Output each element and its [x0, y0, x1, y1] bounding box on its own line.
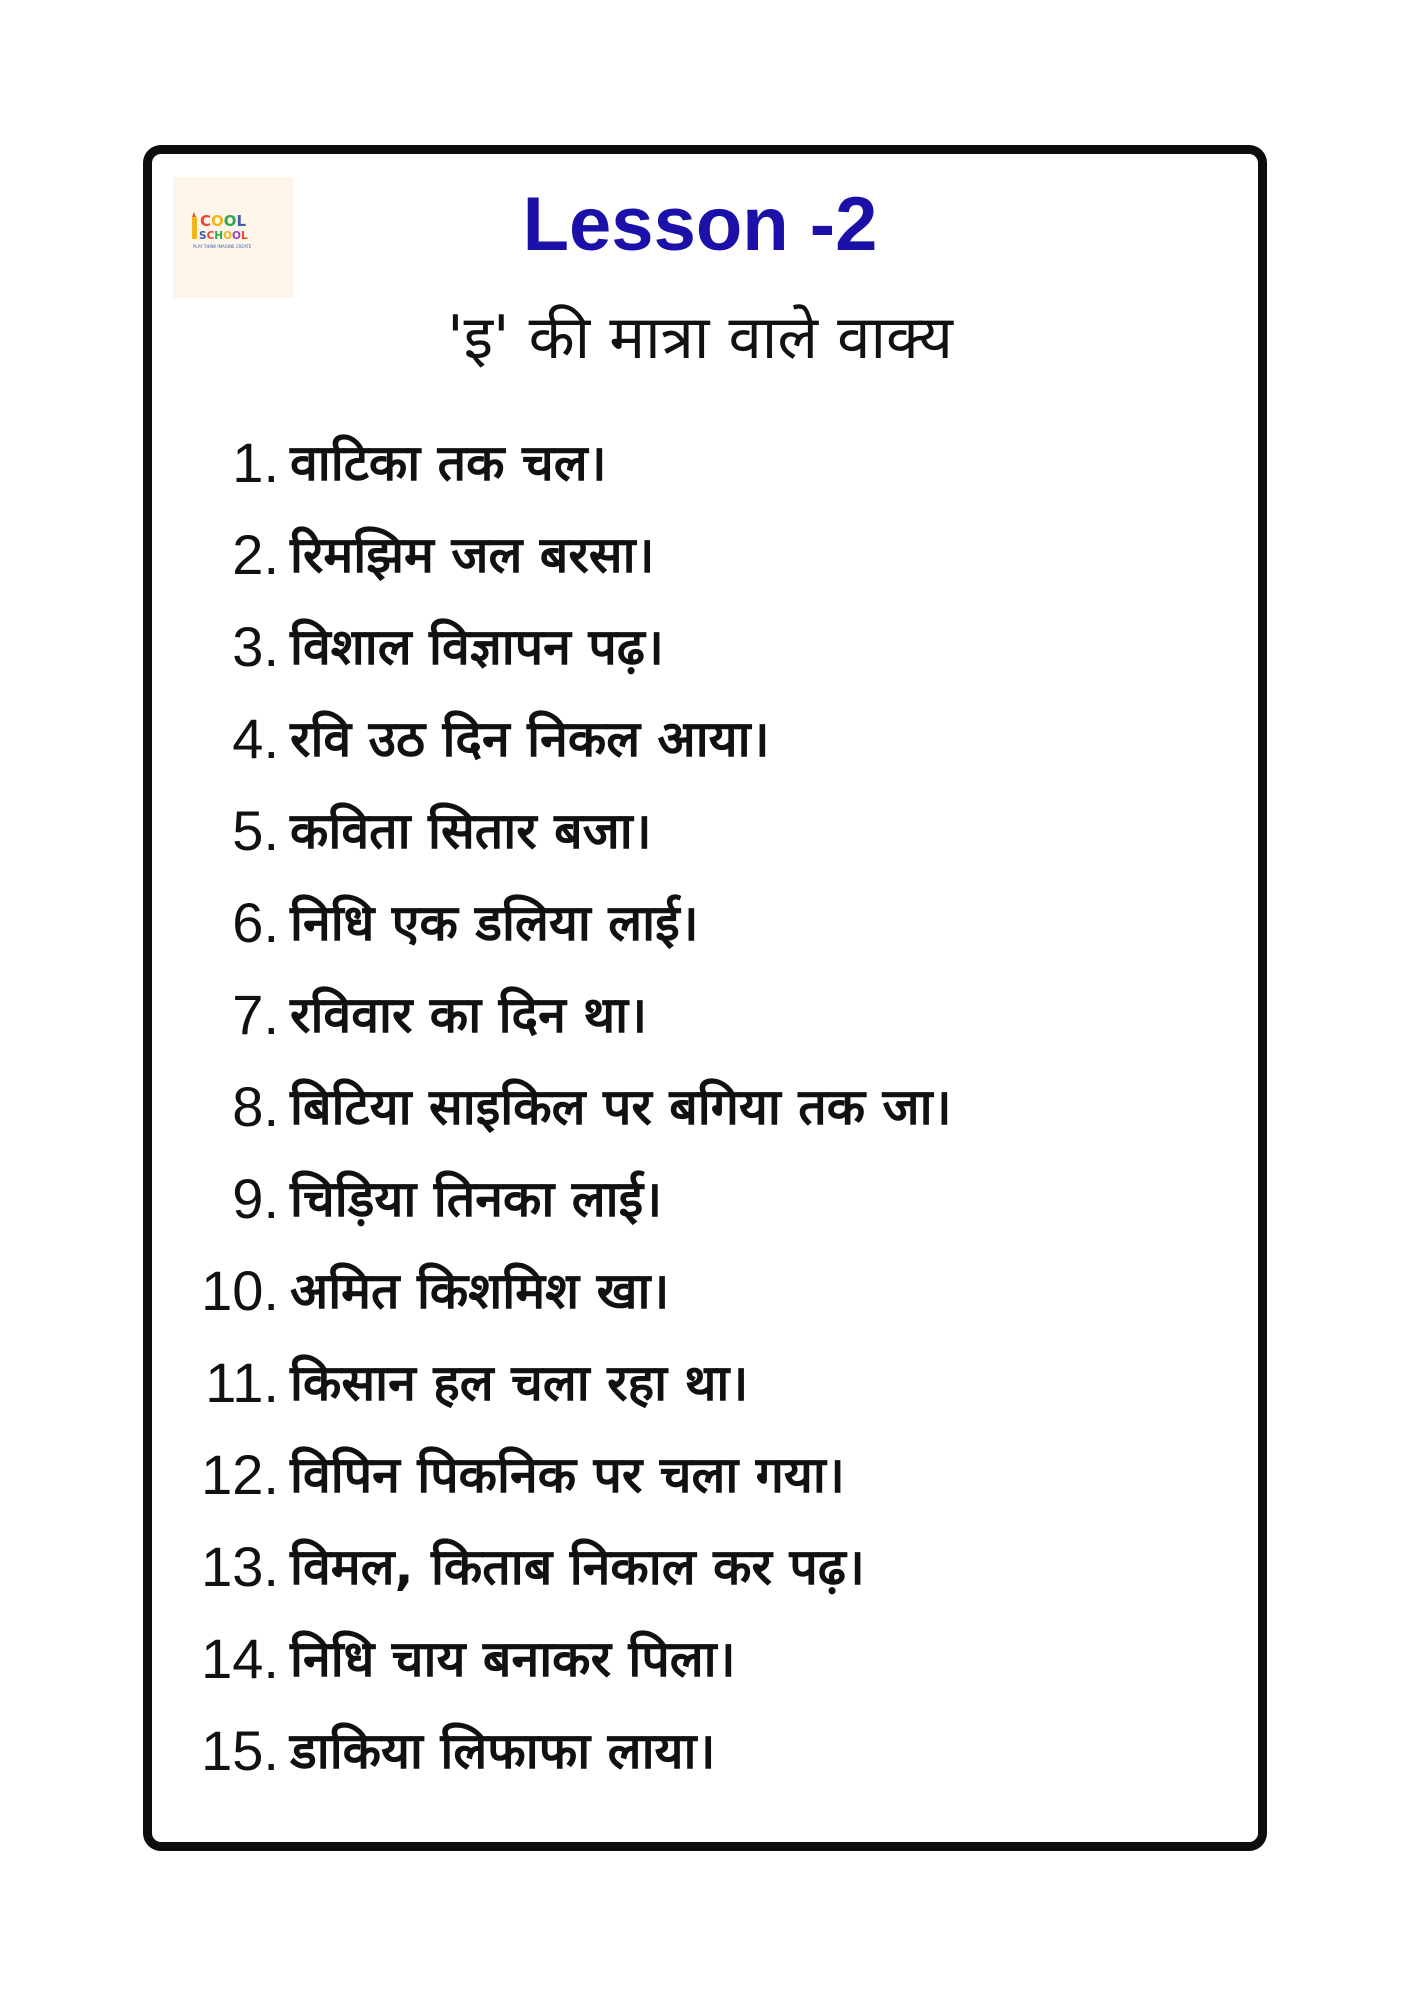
item-number: 15.	[201, 1719, 279, 1782]
sentence-text: रवि उठ दिन निकल आया।	[290, 710, 770, 768]
logo-letter: L	[240, 230, 248, 242]
item-number: 14.	[201, 1627, 279, 1690]
list-item	[0, 1343, 1414, 1435]
item-number: 12.	[201, 1443, 279, 1506]
list-item	[0, 1435, 1414, 1527]
logo-letter: O	[223, 230, 233, 242]
sentence-text: निधि एक डलिया लाई।	[290, 894, 699, 952]
item-number: 1.	[232, 431, 279, 494]
sentence-text: रविवार का दिन था।	[290, 986, 648, 1044]
sentence-text: चिड़िया तिनका लाई।	[290, 1170, 663, 1228]
list-item	[0, 607, 1414, 699]
sentence-text: बिटिया साइकिल पर बगिया तक जा।	[290, 1078, 952, 1136]
logo-letter: S	[199, 230, 207, 242]
list-item	[0, 1711, 1414, 1803]
list-item	[0, 1159, 1414, 1251]
sentence-text: कविता सितार बजा।	[290, 802, 652, 860]
list-item	[0, 423, 1414, 515]
sentence-text: विपिन पिकनिक पर चला गया।	[290, 1446, 845, 1504]
cool-school-logo	[173, 177, 294, 298]
logo-letter: O	[232, 230, 241, 242]
logo-letter: C	[200, 212, 212, 230]
logo-letter: O	[211, 212, 224, 230]
logo-word-cool	[200, 213, 246, 229]
list-item	[0, 699, 1414, 791]
sentence-text: विमल, किताब निकाल कर पढ़।	[290, 1538, 865, 1596]
sentence-text: अमित किशमिश खा।	[290, 1262, 670, 1320]
sentence-text: डाकिया लिफाफा लाया।	[290, 1722, 716, 1780]
item-number: 7.	[232, 983, 279, 1046]
item-number: 13.	[201, 1535, 279, 1598]
item-number: 2.	[232, 523, 279, 586]
item-number: 5.	[232, 799, 279, 862]
list-item	[0, 1067, 1414, 1159]
logo-word-school	[199, 230, 248, 242]
logo-letter: H	[214, 230, 224, 242]
list-item	[0, 1527, 1414, 1619]
list-item	[0, 1619, 1414, 1711]
sentence-text: वाटिका तक चल।	[290, 434, 607, 492]
list-item	[0, 1251, 1414, 1343]
sentence-text: विशाल विज्ञापन पढ़।	[290, 618, 664, 676]
logo-letter: O	[223, 212, 237, 230]
sentence-text: निधि चाय बनाकर पिला।	[290, 1630, 736, 1688]
item-number: 6.	[232, 891, 279, 954]
list-item	[0, 791, 1414, 883]
sentence-list	[0, 423, 1414, 1803]
logo-letter: L	[236, 212, 247, 230]
item-number: 4.	[232, 707, 279, 770]
item-number: 8.	[232, 1075, 279, 1138]
page-title: Lesson -2	[522, 182, 878, 267]
logo-letter: C	[206, 230, 215, 242]
sentence-text: किसान हल चला रहा था।	[290, 1354, 749, 1412]
list-item	[0, 515, 1414, 607]
page-subtitle: 'इ' की मात्रा वाले वाक्य	[447, 303, 953, 373]
sentence-text: रिमझिम जल बरसा।	[290, 526, 655, 584]
item-number: 11.	[205, 1351, 279, 1414]
list-item	[0, 883, 1414, 975]
logo-tagline: PLAY THINK IMAGINE CREATE	[193, 244, 252, 249]
item-number: 9.	[232, 1167, 279, 1230]
item-number: 10.	[201, 1259, 279, 1322]
item-number: 3.	[232, 615, 279, 678]
pencil-icon	[192, 217, 197, 239]
list-item	[0, 975, 1414, 1067]
